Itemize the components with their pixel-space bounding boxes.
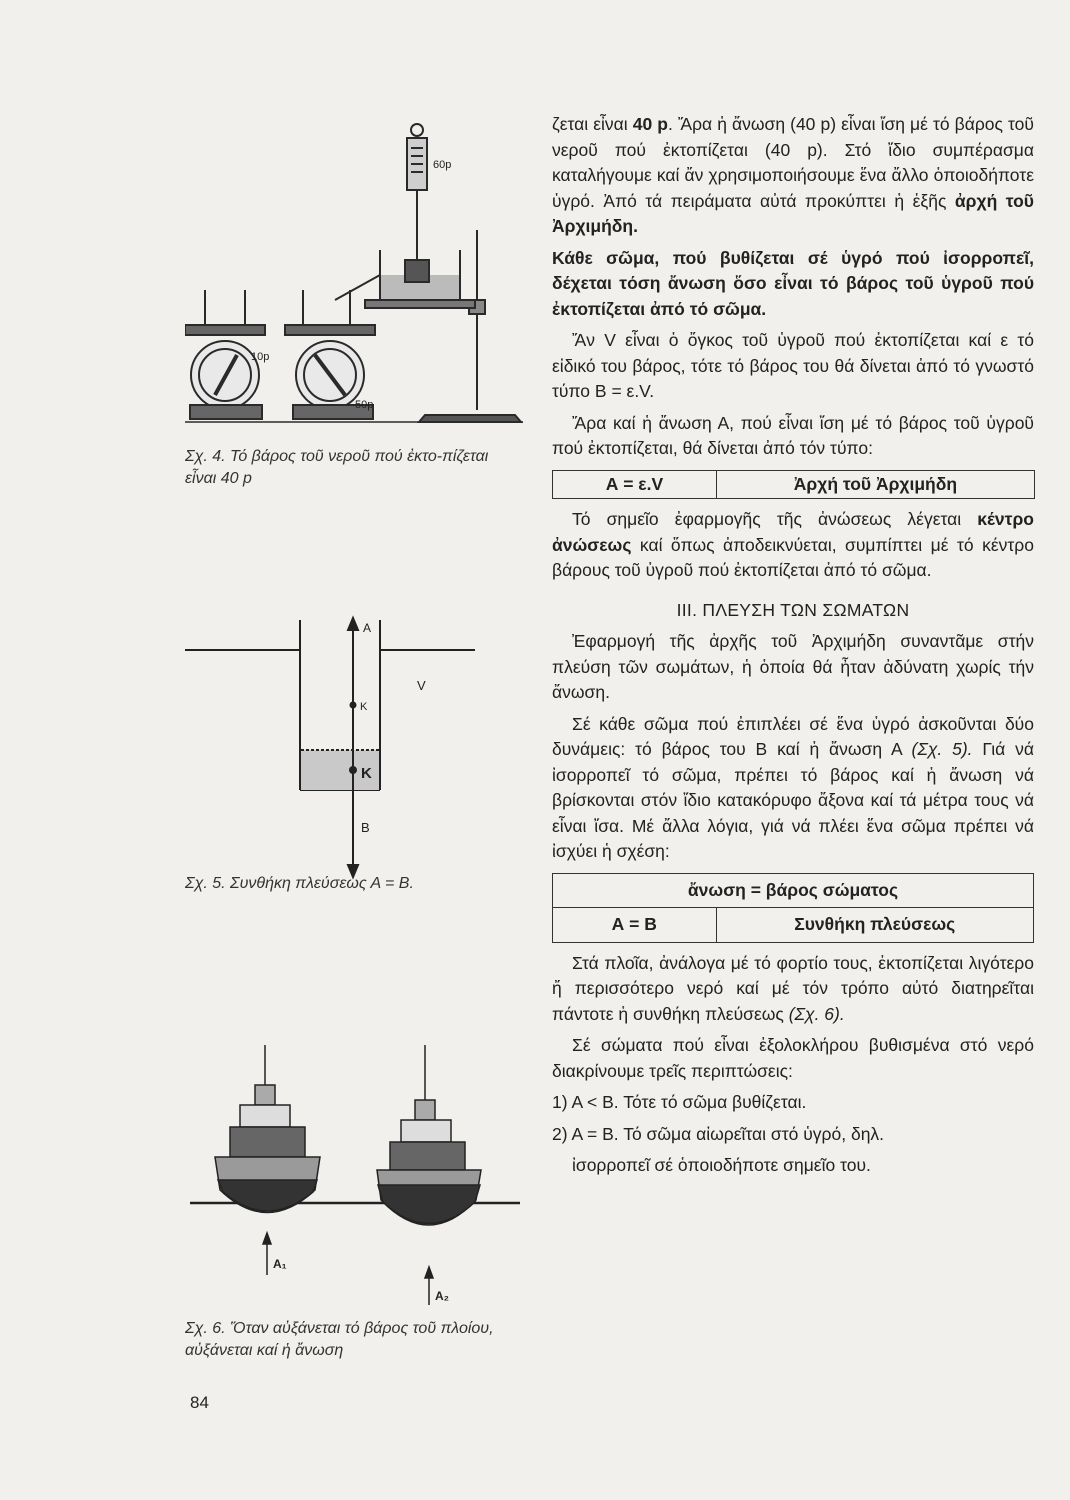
paragraph-2: Ἄν V εἶναι ὁ ὄγκος τοῦ ὑγροῦ πού ἐκτοπίζεται καί ε τό εἰδικό του βάρος, τότε τό βάρος του θά δίνεται ἀπό τό γνωστό τύπο Β = ε.V.	[552, 330, 1034, 401]
p6-rest: Γιά νά ἰσορροπεῖ τό σῶμα, πρέπει τό βάρος καί ἡ ἄνωση νά βρίσκονται στόν ἴδιο κατακόρυφο ἄξονα καί τά μέτρα τους νά εἶναι ἴσα. Μέ ἄλλα λόγια, γιά νά πλέει ἕνα σῶμα πρέπει νά ἰσχύει ἡ σχέση:	[552, 739, 1034, 861]
fig6-label-A1: A₁	[273, 1257, 287, 1271]
fig5-label-A: A	[363, 621, 372, 635]
p4-lead: Τό σημεῖο ἐφαρμογῆς τῆς ἀνώσεως λέγεται	[572, 509, 978, 529]
p6-lead: Σέ κάθε σῶμα πού ἐπιπλέει σέ ἕνα ὑγρό ἀσκοῦνται δύο δυνάμεις: τό βάρος του Β καί ἡ ἄνωση Α	[552, 713, 1034, 759]
fig6-label-A2: A₂	[435, 1289, 449, 1303]
section-title: III. ΠΛΕΥΣΗ ΤΩΝ ΣΩΜΑΤΩΝ	[676, 599, 910, 620]
formula-box-archimedes	[552, 470, 1035, 500]
figure-6-diagram	[185, 1040, 525, 1310]
floating-condition-row1: ἄνωση = βάρος σώματος	[553, 873, 1034, 908]
paragraph-6	[552, 712, 1034, 865]
list-item-1: 1) Α < Β. Τότε τό σῶμα βυθίζεται.	[552, 1092, 807, 1112]
paragraph-5: Ἐφαρμογή τῆς ἀρχῆς τοῦ Ἀρχιμήδη συναντᾶμε στήν πλεύση τῶν σωμάτων, ἡ ὁποία θά ἦταν ἀδύνατη χωρίς τήν ἄνωση.	[552, 631, 1034, 702]
p1-lead: ζεται εἶναι	[552, 114, 633, 134]
floating-condition-table	[552, 873, 1034, 943]
archimedes-rule: Κάθε σῶμα, πού βυθίζεται σέ ὑγρό πού ἰσορροπεῖ, δέχεται τόση ἄνωση ὅσο εἶναι τό βάρος τοῦ ὑγροῦ πού ἐκτοπίζεται ἀπό τό σῶμα.	[552, 247, 1034, 319]
paragraph-4	[552, 507, 1034, 584]
figure-4-diagram	[185, 110, 525, 440]
figure-5-diagram	[185, 610, 525, 900]
fig4-label-scale-right: 50p	[355, 399, 374, 411]
figure-4-caption: Σχ. 4. Τό βάρος τοῦ νεροῦ πού ἐκτο-πίζεται εἶναι 40 p	[185, 448, 489, 487]
paragraph-3: Ἄρα καί ἡ ἄνωση Α, πού εἶναι ἴση μέ τό βάρος τοῦ ὑγροῦ πού ἐκτοπίζεται, θά δίνεται ἀπό τόν τύπο:	[552, 412, 1034, 458]
fig4-label-scale-left: 10p	[251, 351, 270, 363]
p1-bold: 40 p	[632, 114, 668, 134]
p4-rest: καί ὅπως ἀποδεικνύεται, συμπίπτει μέ τό κέντρο βάρους τοῦ ὑγροῦ πού ἐκτοπίζεται ἀπό τό σῶμα.	[552, 534, 1034, 580]
figure-5-caption: Σχ. 5. Συνθήκη πλεύσεως Α = Β.	[185, 875, 414, 892]
p6-ref: (Σχ. 5).	[911, 739, 973, 759]
formula-archimedes-label: Ἀρχή τοῦ Ἀρχιμήδη	[716, 470, 1034, 499]
formula-archimedes: Α = ε.V	[553, 470, 717, 499]
paragraph-1	[552, 112, 1034, 240]
paragraph-7	[552, 951, 1034, 1028]
p1-rest: . Ἄρα ἡ ἄνωση (40 p) εἶναι ἴση μέ τό βάρος τοῦ νεροῦ πού ἐκτοπίζεται (40 p). Στό ἴδιο συμπέρασμα καταλήγουμε καί ἄν χρησιμοποιήσουμε ἕνα ἄλλο ὁποιοδήποτε ὑγρό. Ἀπό τά πειράματα αὐτά προκύπτει ἡ ἑξῆς	[552, 114, 1034, 211]
text-column	[552, 112, 1034, 1185]
figure-6-caption: Σχ. 6. Ὅταν αὐξάνεται τό βάρος τοῦ πλοίου, αὐξάνεται καί ἡ ἄνωση	[185, 1320, 494, 1359]
list-item-2a: 2) Α = Β. Τό σῶμα αἰωρεῖται στό ὑγρό, δηλ.	[552, 1123, 885, 1144]
page-number: 84	[190, 1393, 209, 1412]
floating-condition-label: Συνθήκη πλεύσεως	[716, 908, 1033, 943]
p4-bold: κέντρο ἀνώσεως	[552, 509, 1034, 555]
paragraph-8: Σέ σώματα πού εἶναι ἐξολοκλήρου βυθισμένα στό νερό διακρίνουμε τρεῖς περιπτώσεις:	[552, 1035, 1034, 1081]
fig5-label-K-big: K	[361, 765, 372, 782]
list-item-2b: ἰσορροπεῖ σέ ὁποιοδήποτε σημεῖο του.	[572, 1155, 871, 1175]
p1-tail-bold: ἀρχή τοῦ Ἀρχιμήδη.	[552, 190, 1034, 236]
fig5-label-K-small: K	[360, 701, 368, 713]
fig4-label-spring: 60p	[433, 159, 452, 171]
floating-condition-formula: Α = Β	[553, 908, 717, 943]
fig5-label-V: V	[417, 678, 426, 693]
p7-lead: Στά πλοῖα, ἀνάλογα μέ τό φορτίο τους, ἐκτοπίζεται λιγότερο ἤ περισσότερο νερό καί μέ τόν τρόπο αὐτό διατηρεῖται πάντοτε ἡ συνθήκη πλεύσεως	[552, 952, 1034, 1024]
fig5-label-B: B	[361, 820, 370, 835]
p7-ref: (Σχ. 6).	[788, 1003, 845, 1024]
